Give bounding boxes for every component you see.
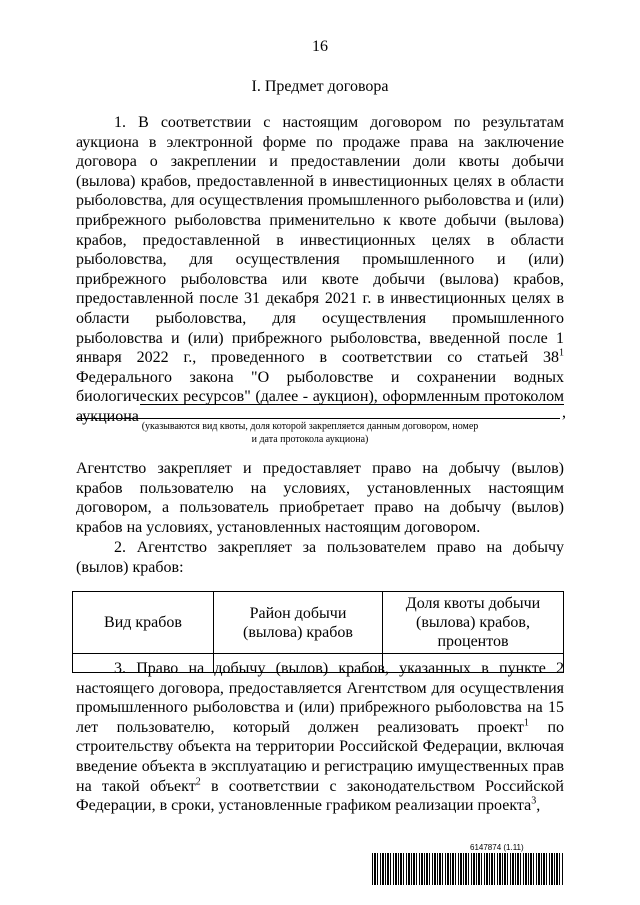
fill-in-caption: (указываются вид квоты, доля которой закрепляется данным договором, номер и дата протокола аукциона) [141, 421, 479, 445]
table-header-row [73, 592, 564, 654]
paragraph-2: Агентство закрепляет и предоставляет право на добычу (вылов) крабов пользователю на условиях, установленных настоящим договором, а пользователь приобретает право на добычу (вылов) крабов на условиях, установленных настоящим договором. [76, 460, 564, 536]
footnote-ref: 2 [195, 776, 201, 788]
paragraph-4-text-cont: в соответствии с законодательством Российской Федерации, в сроки, установленные графиком реализации проекта [76, 777, 564, 815]
page-number: 16 [312, 38, 328, 55]
paragraph-1-text-cont: Федерального закона "О рыболовстве и сохранении водных биологических ресурсов" (далее - аукцион), оформленным протоколом аукциона [76, 368, 564, 425]
section-title: I. Предмет договора [251, 78, 389, 95]
barcode-number: 6147874 (1.11) [470, 843, 524, 852]
paragraph-4-text: 3. Право на добычу (вылов) крабов, указанных в пункте 2 настоящего договора, предоставляется Агентством для осуществления промышленного рыболовства и (или) прибрежного рыболовства на 15 лет пользователю, который должен реализовать проект [76, 660, 564, 736]
paragraph-4-text-cont: по строительству объекта на территории Российской Федерации, включая введение объекта в эксплуатацию и регистрацию имущественных прав на такой объект [76, 718, 565, 795]
fill-in-line [140, 404, 564, 405]
paragraph-4-text-end: , [536, 797, 541, 815]
paragraph-3: 2. Агентство закрепляет за пользователем право на добычу (вылов) крабов: [76, 539, 564, 576]
footnote-ref: 1 [559, 347, 564, 359]
column-header-area: Район добычи (вылова) крабов [214, 592, 383, 654]
paragraph-1-text: 1. В соответствии с настоящим договором по результатам аукциона в электронной форме по продаже права на заключение договора о закреплении и предоставлении доли квоты добычи (вылова) крабов, предоставленной в инвестиционных целях в области рыболовства, для осуществления промышленного рыболовства и (или) прибрежного рыболовства применительно к квоте добычи (вылова) крабов, предоставленной в инвестиционных целях в области рыболовства, для осуществления промышленного и (или) прибрежного рыболовства или квоте добычи (вылова) крабов, предоставленной после 31 декабря 2021 г. в инвестиционных целях в области рыболовства, для осуществления промышленного рыболовства и (или) прибрежного рыболовства, введенной после 1 января 2022 г., проведенного в соответствии со статьей 38 [76, 114, 564, 367]
paragraph-4 [76, 659, 564, 816]
fill-in-line [76, 418, 560, 419]
paragraph-1 [76, 113, 564, 427]
footnote-ref: 1 [523, 717, 529, 729]
column-header-quota-share: Доля квоты добычи (вылова) крабов, процентов [383, 592, 564, 654]
column-header-crab-type: Вид крабов [73, 592, 214, 654]
line-comma: , [562, 404, 566, 421]
barcode-icon [372, 853, 564, 885]
footnote-ref: 3 [531, 795, 537, 807]
